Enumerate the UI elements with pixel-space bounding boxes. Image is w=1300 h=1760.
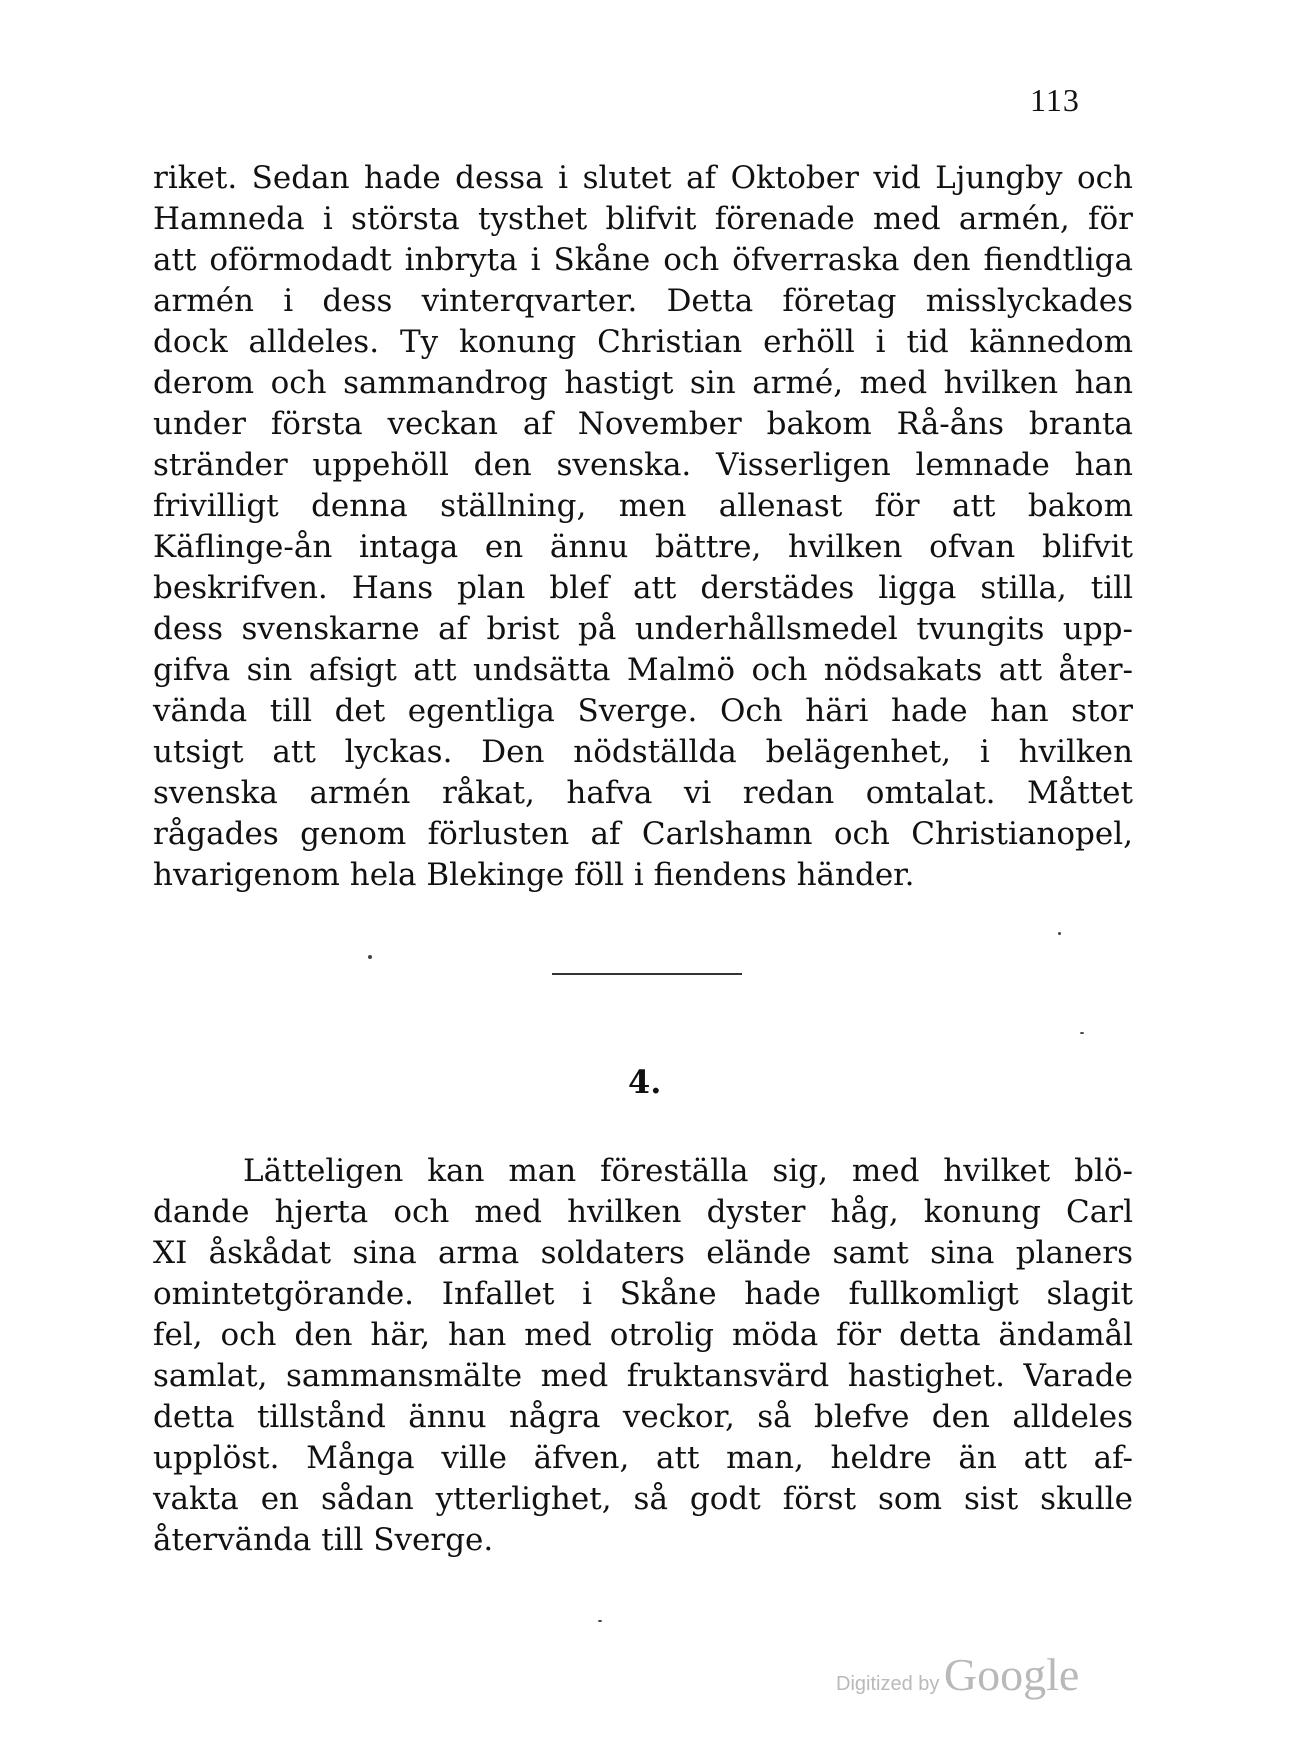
paragraph-line: att oförmodadt inbryta i Skåne och öfverraska den fiendtliga xyxy=(153,242,1133,278)
paragraph-line: under första veckan af November bakom Rå-åns branta xyxy=(153,406,1133,442)
scan-speck xyxy=(368,955,372,959)
paragraph-line: rågades genom förlusten af Carlshamn och Christianopel, xyxy=(153,816,1133,852)
paragraph-line: fel, och den här, han med otrolig möda för detta ändamål xyxy=(153,1317,1133,1353)
paragraph-line: beskrifven. Hans plan blef att derstädes ligga stilla, till xyxy=(153,570,1133,606)
paragraph-line: svenska armén råkat, hafva vi redan omtalat. Måttet xyxy=(153,775,1133,811)
paragraph-line: gifva sin afsigt att undsätta Malmö och nödsakats att åter- xyxy=(153,652,1133,688)
paragraph-line: XI åskådat sina arma soldaters elände samt sina planers xyxy=(153,1235,1133,1271)
page-number: 113 xyxy=(1030,82,1080,118)
paragraph-line: vakta en sådan ytterlighet, så godt först som sist skulle xyxy=(153,1481,1133,1517)
section-number: 4. xyxy=(628,1063,662,1101)
google-logo: Google xyxy=(943,1649,1080,1700)
watermark-prefix: Digitized by xyxy=(836,1673,940,1695)
scan-speck xyxy=(1080,1032,1084,1034)
paragraph-line: upplöst. Många ville äfven, att man, heldre än att af- xyxy=(153,1440,1133,1476)
scan-speck xyxy=(598,1620,602,1622)
paragraph-line: vända till det egentliga Sverge. Och häri hade han stor xyxy=(153,693,1133,729)
paragraph-line: stränder uppehöll den svenska. Visserligen lemnade han xyxy=(153,447,1133,483)
paragraph-line: samlat, sammansmälte med fruktansvärd hastighet. Varade xyxy=(153,1358,1133,1394)
digitized-watermark xyxy=(836,1648,1079,1701)
paragraph-line: armén i dess vinterqvarter. Detta företag misslyckades xyxy=(153,283,1133,319)
paragraph-line: Hamneda i största tysthet blifvit förenade med armén, för xyxy=(153,201,1133,237)
paragraph-line: frivilligt denna ställning, men allenast för att bakom xyxy=(153,488,1133,524)
paragraph-line: dock alldeles. Ty konung Christian erhöll i tid kännedom xyxy=(153,324,1133,360)
paragraph-line: dande hjerta och med hvilken dyster håg, konung Carl xyxy=(153,1194,1133,1230)
paragraph-line: återvända till Sverge. xyxy=(153,1522,494,1558)
paragraph-line: detta tillstånd ännu några veckor, så blefve den alldeles xyxy=(153,1399,1133,1435)
section-divider xyxy=(552,973,742,975)
paragraph-line: utsigt att lyckas. Den nödställda belägenhet, i hvilken xyxy=(153,734,1133,770)
paragraph-line: riket. Sedan hade dessa i slutet af Oktober vid Ljungby och xyxy=(153,160,1133,196)
paragraph-line: hvarigenom hela Blekinge föll i fiendens händer. xyxy=(153,857,915,893)
paragraph-line: Lätteligen kan man föreställa sig, med hvilket blö- xyxy=(243,1153,1133,1189)
paragraph-2 xyxy=(153,1151,1133,1561)
scan-speck xyxy=(1058,932,1061,935)
paragraph-line: Käflinge-ån intaga en ännu bättre, hvilken ofvan blifvit xyxy=(153,529,1133,565)
paragraph-line: dess svenskarne af brist på underhållsmedel tvungits upp- xyxy=(153,611,1133,647)
paragraph-line: derom och sammandrog hastigt sin armé, med hvilken han xyxy=(153,365,1133,401)
paragraph-line: omintetgörande. Infallet i Skåne hade fullkomligt slagit xyxy=(153,1276,1133,1312)
paragraph-1 xyxy=(153,158,1133,896)
